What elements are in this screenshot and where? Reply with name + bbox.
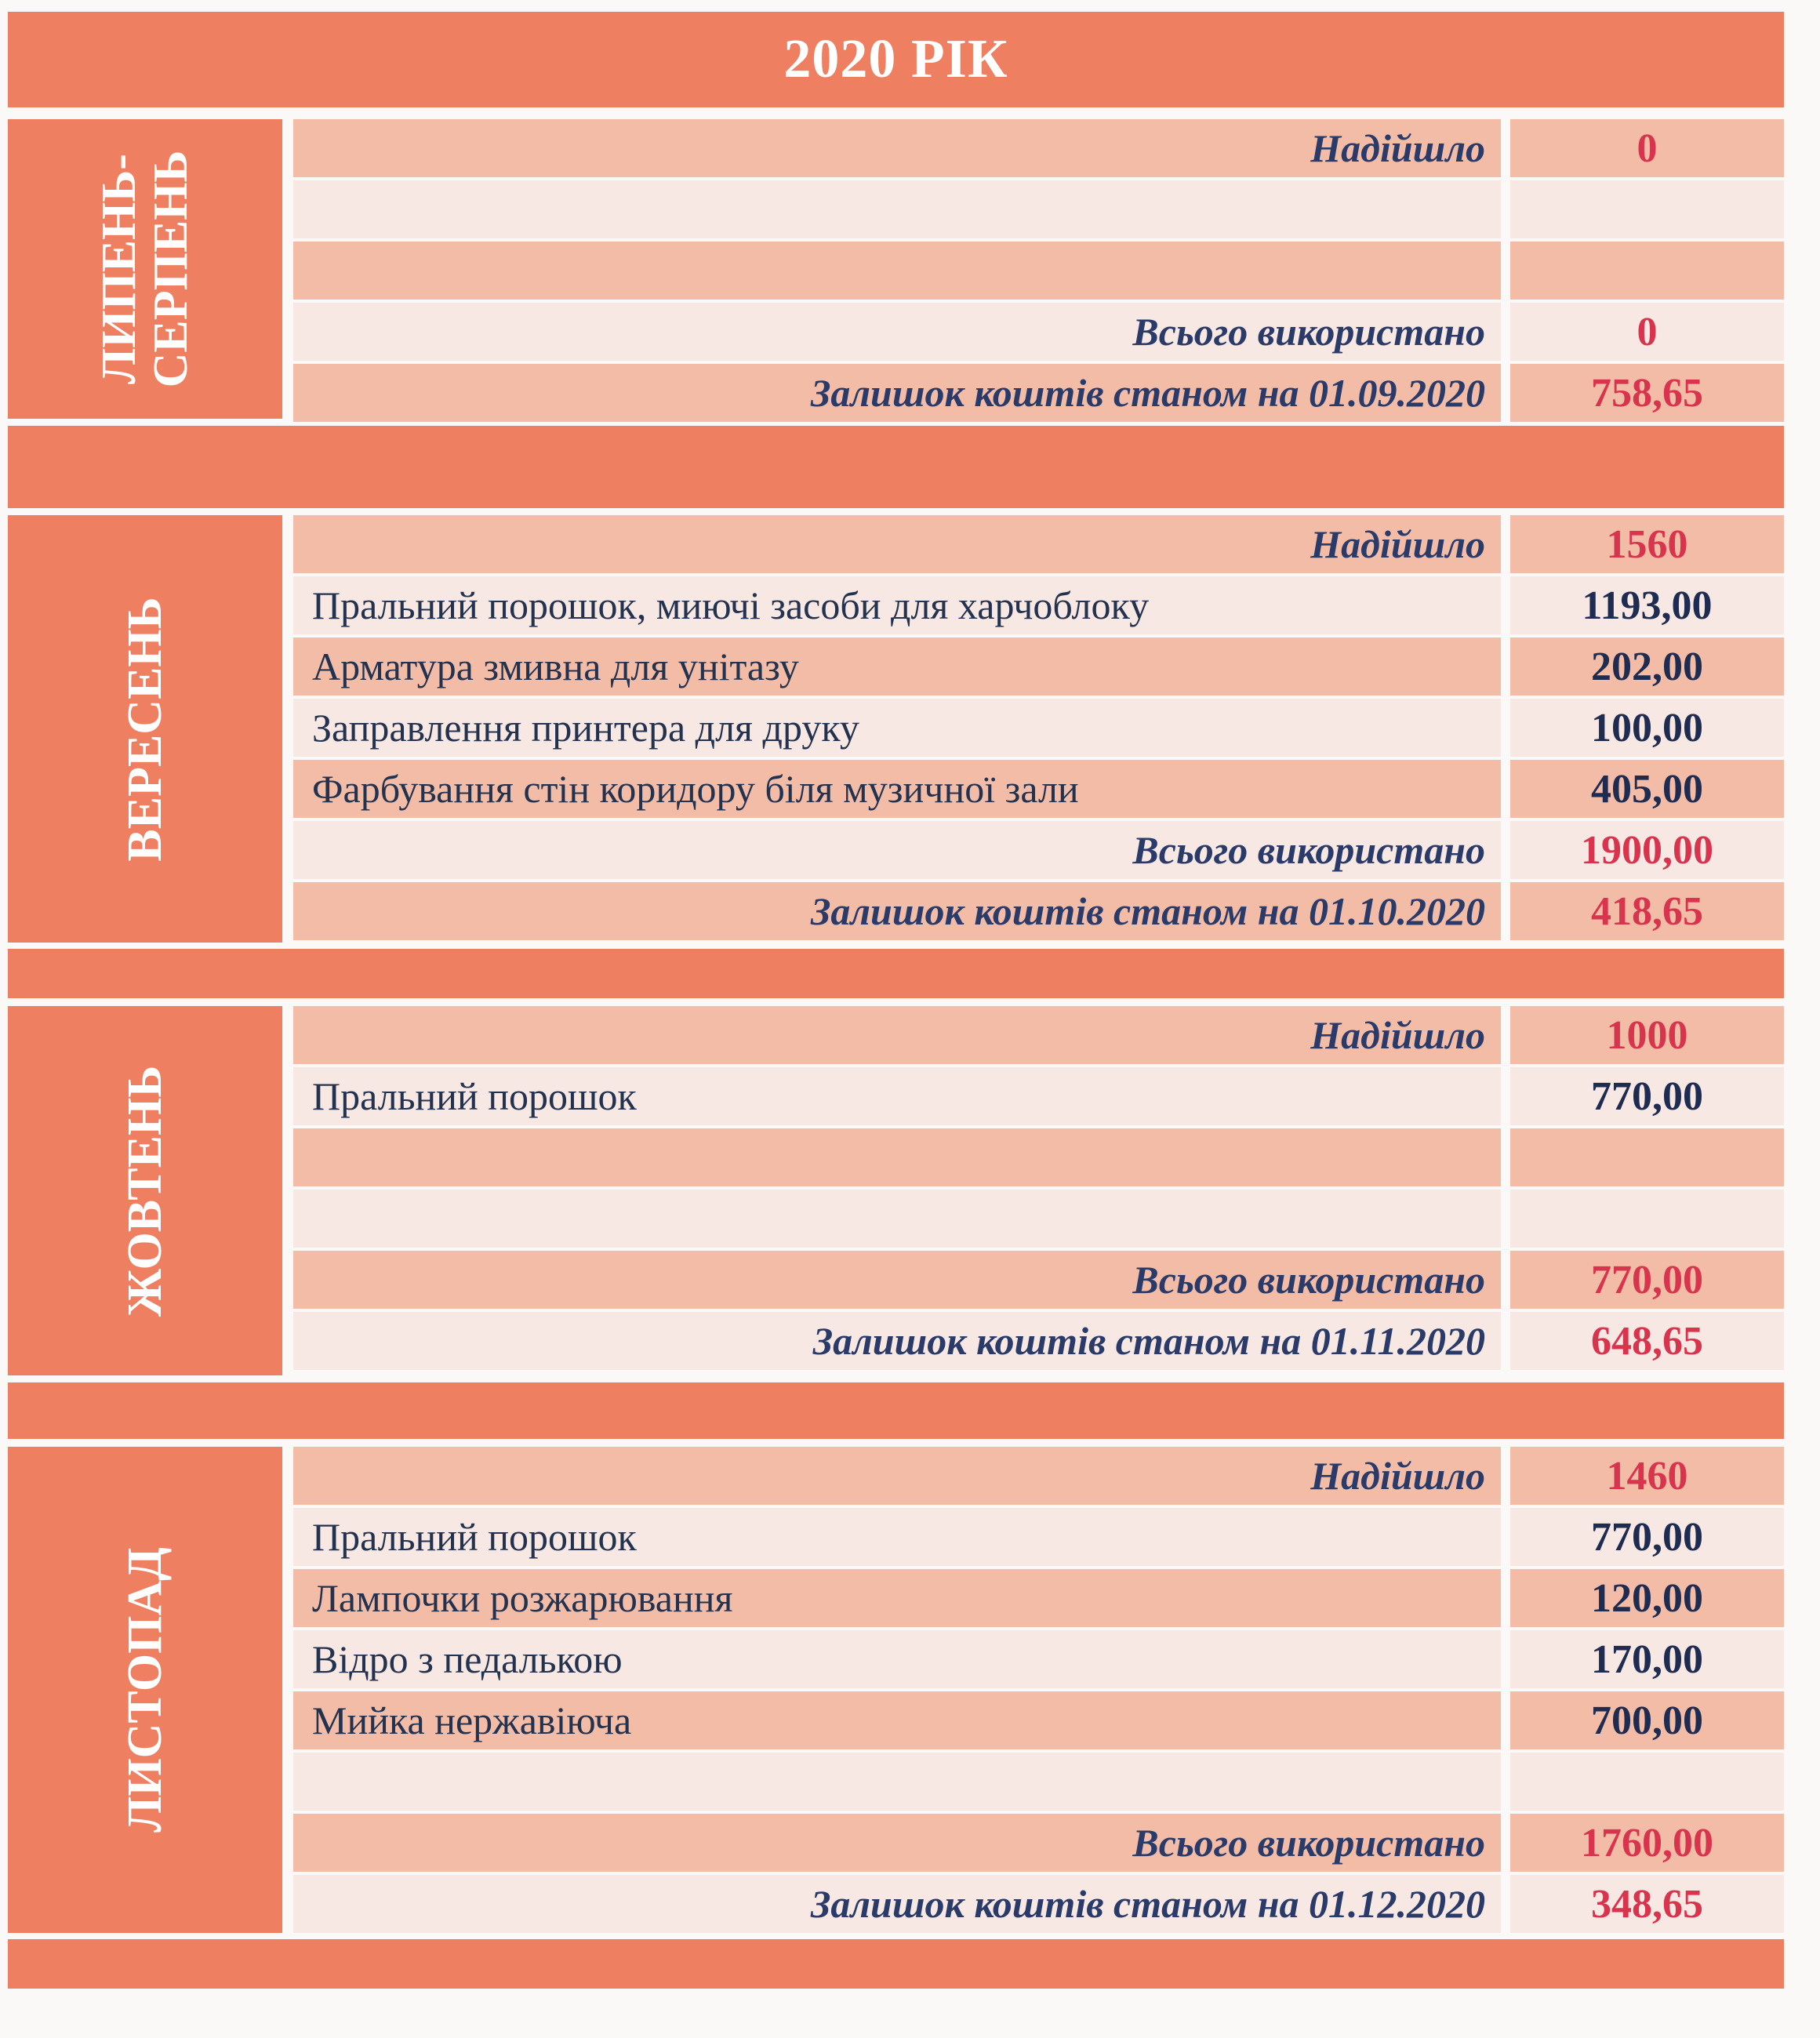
summary-label: Всього використано	[1132, 310, 1485, 354]
section-divider	[8, 1382, 1784, 1439]
amount-value: 348,65	[1591, 1881, 1703, 1927]
month-cell	[8, 1006, 282, 1375]
summary-row	[293, 1312, 1784, 1370]
summary-row	[293, 882, 1784, 940]
amount-value: 1760,00	[1581, 1820, 1713, 1865]
summary-label: Надійшло	[1310, 1013, 1485, 1057]
row-value-cell	[1510, 760, 1784, 818]
month-label: ВЕРЕСЕНЬ	[118, 596, 172, 862]
expense-row	[293, 760, 1784, 818]
row-label-cell	[293, 515, 1501, 573]
row-label-cell	[293, 638, 1501, 696]
summary-label: Залишок коштів станом на 01.11.2020	[812, 1319, 1485, 1363]
empty-row	[293, 1128, 1784, 1186]
month-label: ЛИСТОПАД	[118, 1547, 172, 1833]
amount-value: 770,00	[1591, 1073, 1703, 1119]
summary-row	[293, 821, 1784, 879]
amount-value: 0	[1637, 309, 1658, 354]
section-divider	[8, 949, 1784, 998]
expense-row	[293, 1508, 1784, 1566]
row-label-cell	[293, 303, 1501, 361]
summary-label: Надійшло	[1310, 1454, 1485, 1498]
row-value-cell	[1510, 1006, 1784, 1064]
row-value-cell	[1510, 180, 1784, 238]
section-november	[8, 1447, 1784, 1933]
amount-value: 1193,00	[1582, 583, 1713, 628]
summary-row	[293, 1251, 1784, 1309]
section-september	[8, 515, 1784, 943]
empty-row	[293, 1190, 1784, 1248]
row-label-cell	[293, 364, 1501, 422]
summary-row	[293, 1875, 1784, 1933]
row-value-cell	[1510, 1508, 1784, 1566]
row-value-cell	[1510, 1447, 1784, 1505]
amount-value: 120,00	[1591, 1575, 1703, 1621]
row-label-cell	[293, 180, 1501, 238]
row-value-cell	[1510, 576, 1784, 634]
summary-label: Всього використано	[1132, 828, 1485, 872]
empty-row	[293, 180, 1784, 238]
row-label-cell	[293, 882, 1501, 940]
month-cell	[8, 1447, 282, 1933]
expense-row	[293, 1569, 1784, 1627]
row-value-cell	[1510, 1630, 1784, 1688]
row-value-cell	[1510, 1753, 1784, 1811]
summary-label: Залишок коштів станом на 01.10.2020	[810, 889, 1485, 933]
row-value-cell	[1510, 1814, 1784, 1872]
row-label-cell	[293, 1814, 1501, 1872]
summary-row	[293, 1814, 1784, 1872]
expense-row	[293, 1691, 1784, 1749]
summary-row	[293, 515, 1784, 573]
expense-row	[293, 1630, 1784, 1688]
amount-value: 648,65	[1591, 1318, 1703, 1364]
row-value-cell	[1510, 1190, 1784, 1248]
row-value-cell	[1510, 242, 1784, 300]
expense-label: Пральний порошок, миючі засоби для харчоблоку	[312, 583, 1150, 627]
row-label-cell	[293, 1447, 1501, 1505]
month-cell	[8, 515, 282, 943]
row-value-cell	[1510, 364, 1784, 422]
row-value-cell	[1510, 882, 1784, 940]
row-label-cell	[293, 1753, 1501, 1811]
row-label-cell	[293, 119, 1501, 177]
report-title-bar	[8, 12, 1784, 107]
month-label: ЛИПЕНЬ- СЕРПЕНЬ	[93, 150, 198, 388]
expense-label: Арматура змивна для унітазу	[312, 645, 799, 688]
row-label-cell	[293, 1569, 1501, 1627]
row-label-cell	[293, 1312, 1501, 1370]
expense-row	[293, 699, 1784, 757]
expense-row	[293, 638, 1784, 696]
summary-row	[293, 1447, 1784, 1505]
row-value-cell	[1510, 1875, 1784, 1933]
row-label-cell	[293, 1691, 1501, 1749]
row-label-cell	[293, 1067, 1501, 1125]
amount-value: 100,00	[1591, 705, 1703, 750]
row-value-cell	[1510, 699, 1784, 757]
empty-row	[293, 242, 1784, 300]
expense-label: Пральний порошок	[312, 1515, 637, 1559]
amount-value: 1000	[1606, 1012, 1688, 1058]
report-title: 2020 РІК	[783, 29, 1008, 89]
row-value-cell	[1510, 1691, 1784, 1749]
row-label-cell	[293, 760, 1501, 818]
amount-value: 700,00	[1591, 1698, 1703, 1743]
summary-row	[293, 303, 1784, 361]
expense-label: Відро з педалькою	[312, 1637, 623, 1681]
amount-value: 405,00	[1591, 766, 1703, 812]
row-label-cell	[293, 1128, 1501, 1186]
row-label-cell	[293, 1190, 1501, 1248]
month-cell	[8, 119, 282, 419]
amount-value: 170,00	[1591, 1637, 1703, 1682]
row-value-cell	[1510, 1128, 1784, 1186]
row-value-cell	[1510, 1251, 1784, 1309]
amount-value: 758,65	[1591, 370, 1703, 416]
expense-label: Фарбування стін коридору біля музичної зали	[312, 767, 1079, 811]
row-label-cell	[293, 242, 1501, 300]
expense-label: Мийка нержавіюча	[312, 1698, 632, 1742]
section-october	[8, 1006, 1784, 1375]
row-value-cell	[1510, 821, 1784, 879]
summary-label: Всього використано	[1132, 1258, 1485, 1302]
month-label: ЖОВТЕНЬ	[118, 1065, 172, 1317]
row-label-cell	[293, 1251, 1501, 1309]
amount-value: 1460	[1606, 1453, 1688, 1499]
row-label-cell	[293, 1630, 1501, 1688]
section-divider	[8, 1939, 1784, 1989]
row-value-cell	[1510, 1312, 1784, 1370]
row-value-cell	[1510, 1569, 1784, 1627]
amount-value: 0	[1637, 125, 1658, 171]
summary-row	[293, 1006, 1784, 1064]
row-label-cell	[293, 821, 1501, 879]
row-label-cell	[293, 1006, 1501, 1064]
summary-label: Залишок коштів станом на 01.09.2020	[810, 371, 1485, 415]
row-label-cell	[293, 1875, 1501, 1933]
amount-value: 202,00	[1591, 644, 1703, 689]
row-label-cell	[293, 1508, 1501, 1566]
row-value-cell	[1510, 119, 1784, 177]
summary-label: Залишок коштів станом на 01.12.2020	[810, 1882, 1485, 1926]
summary-label: Надійшло	[1310, 126, 1485, 170]
expense-row	[293, 576, 1784, 634]
amount-value: 770,00	[1591, 1257, 1703, 1302]
empty-row	[293, 1753, 1784, 1811]
summary-row	[293, 119, 1784, 177]
expense-row	[293, 1067, 1784, 1125]
summary-row	[293, 364, 1784, 422]
row-value-cell	[1510, 638, 1784, 696]
expense-label: Заправлення принтера для друку	[312, 706, 859, 750]
row-label-cell	[293, 699, 1501, 757]
expense-label: Пральний порошок	[312, 1074, 637, 1118]
amount-value: 1900,00	[1581, 827, 1713, 873]
amount-value: 1560	[1606, 521, 1688, 567]
amount-value: 770,00	[1591, 1514, 1703, 1560]
section-divider	[8, 426, 1784, 508]
amount-value: 418,65	[1591, 888, 1703, 934]
row-label-cell	[293, 576, 1501, 634]
row-value-cell	[1510, 303, 1784, 361]
row-value-cell	[1510, 515, 1784, 573]
row-value-cell	[1510, 1067, 1784, 1125]
summary-label: Надійшло	[1310, 522, 1485, 566]
expense-label: Лампочки розжарювання	[312, 1576, 733, 1620]
section-july-august	[8, 119, 1784, 419]
summary-label: Всього використано	[1132, 1821, 1485, 1865]
